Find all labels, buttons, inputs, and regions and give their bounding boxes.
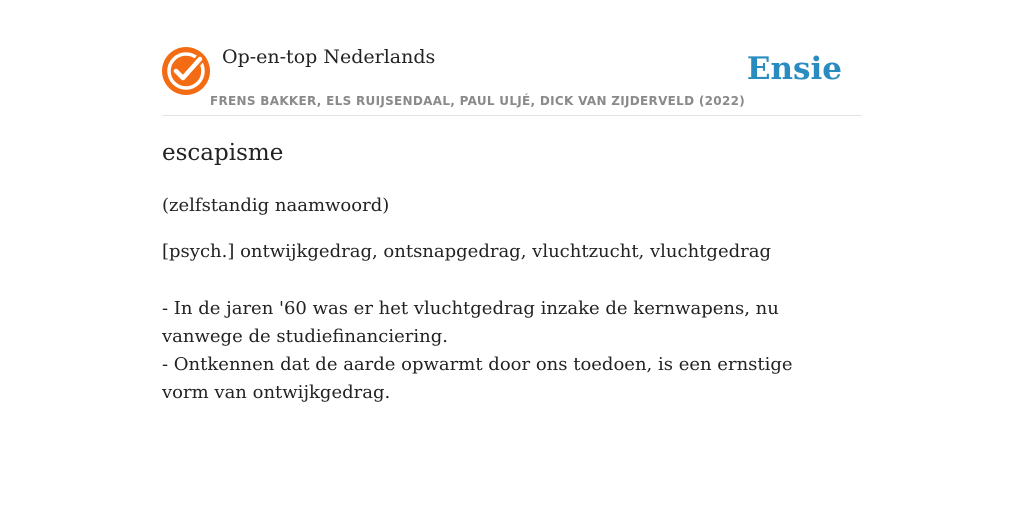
entry-card (162, 40, 862, 403)
entry-word: escapisme (162, 140, 284, 166)
checkmark-icon (162, 47, 210, 95)
ensie-logo-link[interactable]: Ensie (746, 51, 842, 87)
source-logo (162, 47, 210, 95)
source-header (162, 40, 862, 116)
example-sentence: - Ontkennen dat de aarde opwarmt door ons toedoen, is een ernstige vorm van ontwijkgedrag. (162, 354, 793, 403)
part-of-speech: (zelfstandig naamwoord) (162, 195, 390, 216)
examples-list (162, 295, 842, 407)
source-title[interactable]: Op-en-top Nederlands (222, 46, 436, 68)
definition-text: [psych.] ontwijkgedrag, ontsnapgedrag, vluchtzucht, vluchtgedrag (162, 241, 771, 262)
example-sentence: - In de jaren '60 was er het vluchtgedrag inzake de kernwapens, nu vanwege de studiefinanciering. (162, 298, 779, 347)
source-authors: FRENS BAKKER, ELS RUIJSENDAAL, PAUL ULJÉ, DICK VAN ZIJDERVELD (2022) (210, 94, 746, 108)
